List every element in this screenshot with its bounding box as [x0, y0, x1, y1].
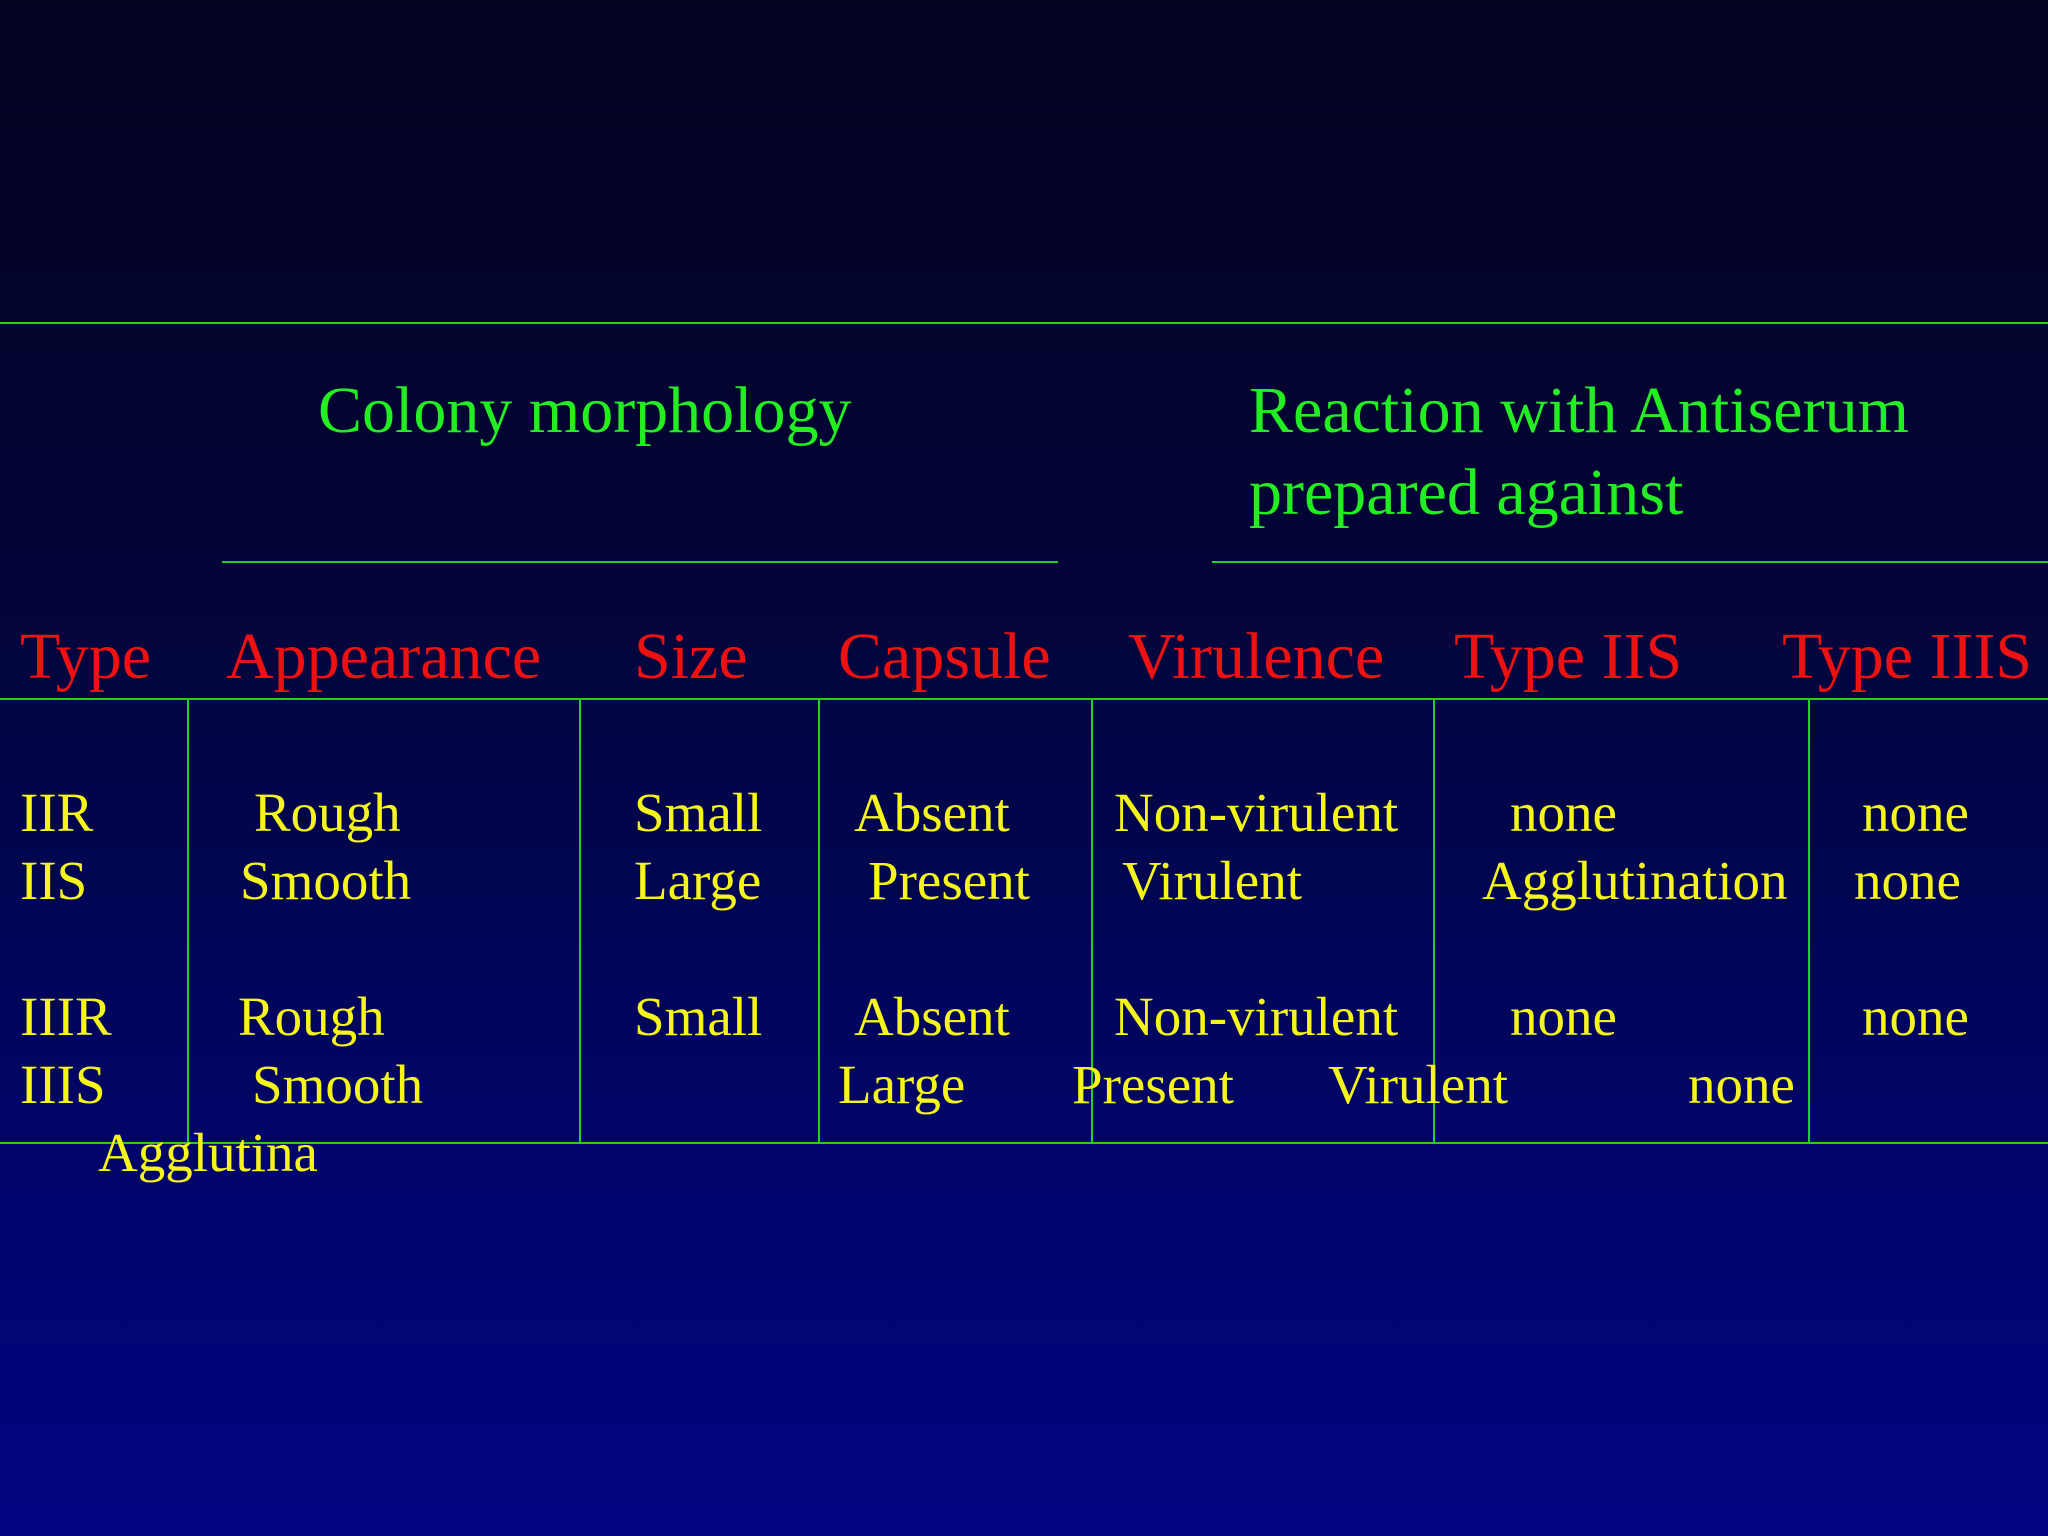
cell-size: Small [634, 986, 763, 1047]
antiserum-underline [1212, 561, 2048, 563]
cell-capsule: Absent [854, 986, 1010, 1047]
cell-type-iiis: none [1862, 782, 1969, 843]
column-header-type: Type [20, 620, 152, 693]
colony-morphology-underline [222, 561, 1058, 563]
cell-virulence: Present [1072, 1054, 1234, 1115]
column-divider [579, 699, 581, 1143]
cell-virulence: Non-virulent [1114, 986, 1399, 1047]
column-header-capsule: Capsule [838, 620, 1051, 693]
cell-type-iis: Virulent [1328, 1054, 1508, 1115]
column-divider [1808, 699, 1810, 1143]
colony-morphology-heading: Colony morphology [318, 374, 852, 447]
cell-size: Small [634, 782, 763, 843]
cell-capsule: Present [868, 850, 1030, 911]
cell-virulence: Non-virulent [1114, 782, 1399, 843]
cell-size: Large [634, 850, 762, 911]
cell-type: IIR [20, 782, 94, 843]
column-header-type-iis: Type IIS [1454, 620, 1683, 693]
cell-type: IIS [20, 850, 88, 911]
cell-appearance: Smooth [240, 850, 412, 911]
column-header-size: Size [634, 620, 748, 693]
cell-type-iiis: none [1862, 986, 1969, 1047]
cell-type: IIIR [20, 986, 112, 1047]
cell-appearance: Rough [254, 782, 401, 843]
cell-type-iis: Agglutination [1482, 850, 1788, 911]
header-rule [0, 698, 2048, 700]
cell-type-iiis: none [1854, 850, 1961, 911]
antiserum-heading-line1: Reaction with Antiserum [1249, 374, 1909, 447]
cell-type-iis: none [1510, 986, 1617, 1047]
cell-appearance: Rough [238, 986, 385, 1047]
antiserum-heading-line2: prepared against [1249, 456, 1684, 529]
column-header-virulence: Virulence [1128, 620, 1385, 693]
cell-type-iis: none [1510, 782, 1617, 843]
cell-type: IIIS [20, 1054, 106, 1115]
column-header-appearance: Appearance [226, 620, 542, 693]
column-header-type-iiis: Type IIIS [1782, 620, 2033, 693]
cell-type-iiis: none [1688, 1054, 1795, 1115]
cell-virulence: Virulent [1122, 850, 1302, 911]
cell-appearance: Smooth [252, 1054, 424, 1115]
cell-capsule: Large [838, 1054, 966, 1115]
cell-overflow-text: Agglutina [98, 1122, 318, 1183]
cell-capsule: Absent [854, 782, 1010, 843]
top-rule [0, 322, 2048, 324]
column-divider [818, 699, 820, 1143]
column-divider [187, 699, 189, 1143]
